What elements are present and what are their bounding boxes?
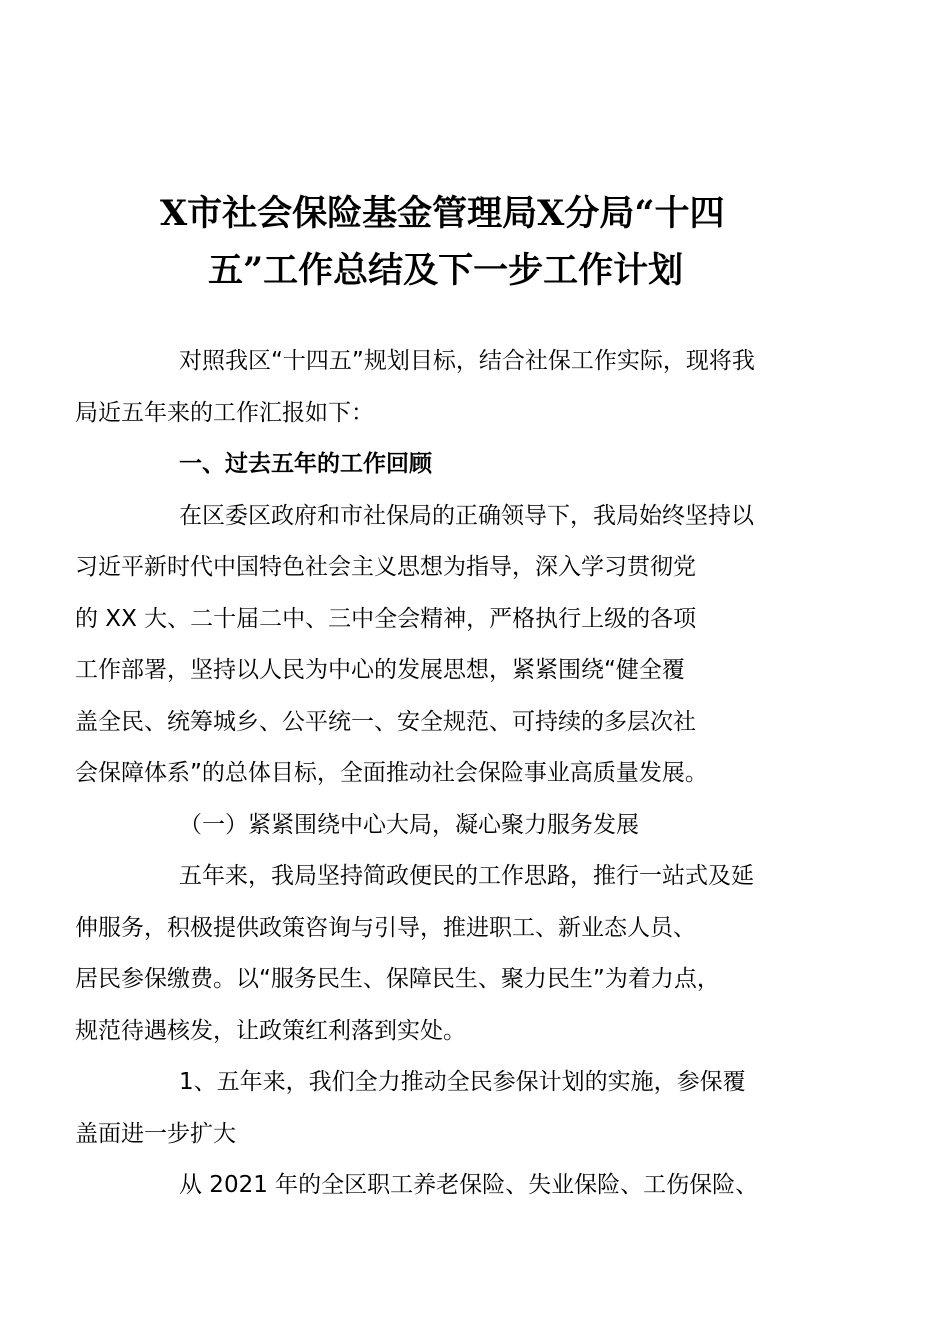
text-line: 盖全民、统筹城乡、公平统一、安全规范、可持续的多层次社 (75, 708, 696, 735)
text-line: 五年来，我局坚持简政便民的工作思路，推行一站式及延 (179, 863, 754, 889)
text-line: 会保障体系”的总体目标，全面推动社会保险事业高质量发展。 (75, 760, 708, 786)
text-line: 的 XX 大、二十届二中、三中全会精神，严格执行上级的各项 (75, 605, 697, 632)
text-line: 在区委区政府和市社保局的正确领导下，我局始终坚持以 (179, 502, 754, 529)
text-line: 规范待遇核发，让政策红利落到实处。 (75, 1017, 466, 1044)
text-line: 对照我区“十四五”规划目标，结合社保工作实际，现将我 (179, 348, 755, 374)
text-line: 局近五年来的工作汇报如下： (75, 399, 374, 426)
intro-paragraph (75, 336, 827, 439)
document-body (75, 336, 827, 1212)
text-line: 从 2021 年的全区职工养老保险、失业保险、工伤保险、 (179, 1172, 759, 1198)
document-title (160, 185, 860, 299)
section-paragraph (75, 491, 827, 800)
text-line: 伸服务，积极提供政策咨询与引导，推进职工、新业态人员、 (75, 914, 696, 941)
text-line: 工作部署，坚持以人民为中心的发展思想，紧紧围绕“健全覆 (75, 657, 685, 683)
text-line: 居民参保缴费。以“服务民生、保障民生、聚力民生”为着力点， (75, 966, 720, 992)
subsection-paragraph (75, 851, 827, 1057)
text-line: 盖面进一步扩大 (75, 1120, 236, 1147)
title-line-1: X市社会保险基金管理局X分局“十四 (160, 193, 725, 234)
title-line-2: 五”工作总结及下一步工作计划 (208, 250, 684, 291)
item-heading (75, 1057, 827, 1160)
subsection-heading: （一）紧紧围绕中心大局，凝心聚力服务发展 (179, 811, 639, 838)
text-line: 1、五年来，我们全力推动全民参保计划的实施，参保覆 (179, 1069, 746, 1095)
section-heading: 一、过去五年的工作回顾 (179, 451, 432, 477)
item-paragraph (127, 1160, 827, 1212)
text-line: 习近平新时代中国特色社会主义思想为指导，深入学习贯彻党 (75, 554, 696, 580)
